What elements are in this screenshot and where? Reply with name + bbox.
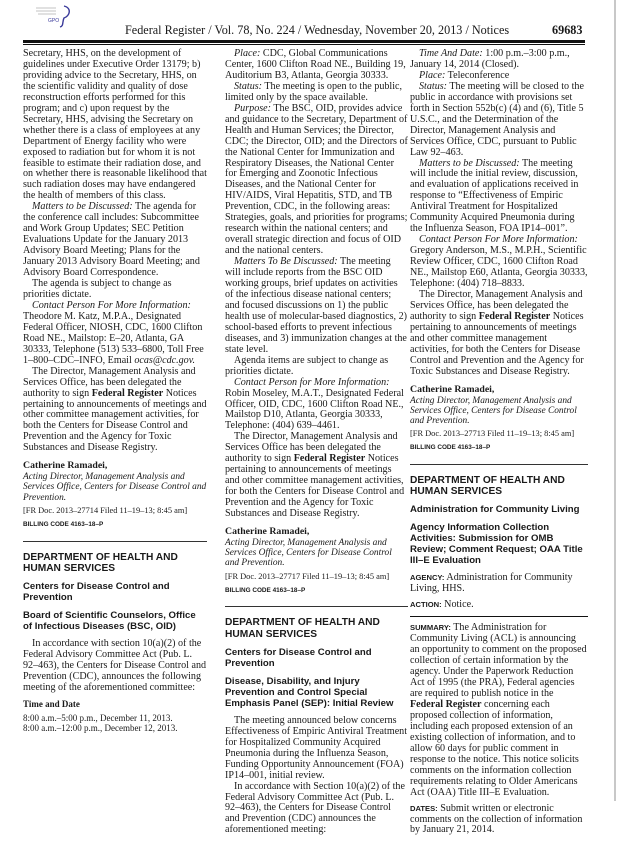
paragraph — [23, 301, 207, 367]
labeled-paragraph — [410, 623, 588, 798]
paragraph — [225, 82, 408, 104]
paragraph-text: CDC, Global Communications Center, 1600 Clifton Road NE., Building 19, Auditorium B3, Atlanta, Georgia 30333. — [225, 48, 406, 81]
paragraph-text: Secretary, HHS, on the development of guidelines under Executive Order 13179; b) providing advice to the Secretary, HHS, on the scientific validity and quality of dose reconstruction efforts performed for this program; and c) upon request by the Secretary, HHS, advising the Secretary on whether there is a class of employees at any Department of Energy facility who were exposed to radiation but for whom it is not feasible to estimate their radiation dose, and on whether there is reasonable likelihood that such radiation doses may have endangered the health of members of this class. — [23, 48, 207, 202]
labeled-paragraph — [410, 804, 588, 837]
paragraph-lead-in: Contact Person For More Information: — [419, 234, 578, 246]
signature-name: Catherine Ramadei, — [225, 525, 310, 537]
paragraph-text: The Director, Management Analysis and Services Office has been delegated the authority to sign — [225, 431, 398, 465]
running-header-title: Federal Register / Vol. 78, No. 224 / Wednesday, November 20, 2013 / Notices — [125, 23, 510, 37]
paragraph — [23, 367, 207, 455]
paragraph-lead-in: Status: — [419, 80, 448, 92]
paragraph-text: Robin Moseley, M.A.T., Designated Federal Officer, OID, CDC, 1600 Clifton Road NE., Mailstop D10, Atlanta, Georgia 30333, Telephone: (404) 639–4461. — [225, 387, 404, 432]
paragraph-text: Theodore M. Katz, M.P.A., Designated Federal Officer, NIOSH, CDC, 1600 Clifton Road NE., Mailstop: E–20, Atlanta, GA 30333, Telephone (513) 533–6800, Toll Free 1–800–CDC–INFO, Email — [23, 310, 204, 366]
signature-name: Catherine Ramadei, — [410, 383, 495, 395]
section-divider — [23, 541, 207, 542]
paragraph — [225, 356, 408, 378]
paragraph — [23, 49, 207, 202]
paragraph-text: 1:00 p.m.–3:00 p.m., January 14, 2014 (Closed). — [410, 48, 570, 70]
paragraph-lead-in: Matters to be Discussed: — [32, 201, 133, 213]
agency-heading: Centers for Disease Control and Prevention — [23, 581, 170, 604]
paragraph-lead-in: Time And Date: — [419, 48, 483, 59]
field-text: The Administration for Community Living (ACL) is announcing an opportunity to comment on the proposed collection of certain information by the agency. Under the Paperwork Reduction Act of 1995 (the PRA), Federal agencies are required to publish notice in the — [410, 622, 587, 700]
paragraph — [410, 290, 588, 378]
paragraph-text: Notices pertaining to announcements of meetings and other committee management activities, for both the Centers for Disease Control and Prevention and the Agency for Toxic Substances and Disease Registry. — [23, 387, 207, 454]
billing-code: BILLING CODE 4163–18–P — [23, 520, 104, 528]
signature-title: Acting Director, Management Analysis and Services Office, Centers for Disease Control and Prevention. — [23, 472, 207, 503]
paragraph-text: Teleconference — [445, 69, 510, 81]
paragraph-lead-in: Place: — [234, 48, 261, 59]
section-heading: Time and Date — [23, 698, 80, 709]
section-divider — [225, 606, 408, 607]
department-heading: DEPARTMENT OF HEALTH AND HUMAN SERVICES — [225, 617, 380, 640]
signature-name: Catherine Ramadei, — [23, 460, 108, 472]
field-label: AGENCY: — [410, 573, 445, 583]
date-line: 8:00 a.m.–12:00 p.m., December 12, 2013. — [23, 723, 178, 734]
federal-register-term: Federal Register — [478, 310, 551, 322]
document-subject: Agency Information Collection Activities: Submission for OMB Review; Comment Request; OAA Title III–E Evaluation — [410, 522, 583, 567]
paragraph-text: The meeting will be closed to the public in accordance with provisions set forth in Section 552b(c) (4) and (6), Title 5 U.S.C., and the Determination of the Director, Management Analysis and Services Office, CDC, pursuant to Public Law 92–463. — [410, 80, 584, 158]
signature-title: Acting Director, Management Analysis and Services Office, Centers for Disease Control and Prevention. — [410, 395, 577, 426]
agency-heading: Administration for Community Living — [410, 504, 580, 516]
billing-code: BILLING CODE 4163–18–P — [410, 444, 491, 452]
field-text: concerning each proposed collection of information, including each proposed extension of an existing collection of information, and to allow 60 days for public comment in response to the notice. This notice solicits comments on the information collection requirements relating to Older Americans Act (OAA) Title III–E Evaluation. — [410, 699, 579, 798]
field-text: Administration for Community Living, HHS. — [410, 572, 573, 595]
paragraph — [23, 202, 207, 279]
paragraph — [225, 257, 408, 356]
paragraph — [410, 49, 588, 71]
labeled-paragraph — [410, 573, 588, 595]
date-line: 8:00 a.m.–5:00 p.m., December 11, 2013. — [23, 712, 173, 723]
department-heading: DEPARTMENT OF HEALTH AND HUMAN SERVICES — [23, 551, 178, 574]
paragraph-text: The meeting is open to the public, limited only by the space available. — [225, 80, 403, 103]
header-rule-thin — [23, 44, 585, 45]
summary-divider — [410, 616, 588, 617]
header-rule — [23, 40, 585, 43]
paragraph-text: The meeting announced below concerns Effectiveness of Empiric Antiviral Treatment for Hospitalized Community Acquired Pneumonia during the Influenza Season, Funding Opportunity Announcement (FOA) IP14–001, initial review. — [225, 714, 408, 781]
svg-text:GPO: GPO — [48, 18, 60, 24]
document-subject: Disease, Disability, and Injury Prevention and Control Special Emphasis Panel (SEP): Initial Review — [225, 675, 394, 709]
paragraph-lead-in: Contact Person for More Information: — [234, 376, 390, 388]
federal-register-term: Federal Register — [410, 699, 482, 710]
paragraph — [410, 235, 588, 290]
paragraph-lead-in: Status: — [234, 80, 263, 92]
column-2 — [225, 49, 408, 836]
billing-code: BILLING CODE 4163–18–P — [225, 586, 306, 594]
department-heading: DEPARTMENT OF HEALTH AND HUMAN SERVICES — [410, 475, 565, 498]
fr-doc-line: [FR Doc. 2013–27717 Filed 11–19–13; 8:45 am] — [225, 571, 390, 581]
paragraph — [225, 782, 408, 837]
paragraph-text: In accordance with section 10(a)(2) of the Federal Advisory Committee Act (Pub. L. 92–463), the Centers for Disease Control and Prevention (CDC), announces the following meeting of the aforementioned committee: — [23, 638, 207, 693]
column-3 — [410, 49, 588, 841]
paragraph-text: The agenda is subject to change as priorities dictate. — [23, 278, 172, 300]
paragraph-text: Gregory Anderson, M.S., M.P.H., Scientific Review Officer, CDC, 1600 Clifton Road NE., Mailstop E60, Atlanta, Georgia 30333, Telephone: (404) 718–8833. — [410, 245, 588, 290]
page-number: 69683 — [552, 23, 583, 37]
labeled-paragraph — [410, 600, 588, 611]
paragraph-lead-in: Contact Person For More Information: — [32, 299, 191, 311]
paragraph-text: In accordance with Section 10(a)(2) of the Federal Advisory Committee Act (Pub. L. 92–463), the Centers for Disease Control and Prevention (CDC) announces the aforementioned meeting: — [225, 780, 405, 836]
federal-register-term: Federal Register — [91, 387, 164, 399]
paragraph — [225, 49, 408, 82]
paragraph-lead-in: ocas@cdc.gov. — [134, 354, 195, 366]
paragraph — [23, 639, 207, 694]
field-label: ACTION: — [410, 600, 442, 610]
paragraph — [225, 378, 408, 433]
paragraph-text: The BSC, OID, provides advice and guidance to the Secretary, Department of Health and Human Services; the Director, CDC; the Director, OID; and the Directors of the National Center for Immunization and Respiratory Diseases, the National Center for Emerging and Zoonotic Infectious Diseases, and the National Center for HIV/AIDS, Viral Hepatitis, STD, and TB Prevention, CDC, in the following areas: Strategies, goals, and priorities for programs; research within the national centers; and overall strategic direction and focus of OID and the national centers. — [225, 102, 408, 257]
paragraph-lead-in: Purpose: — [234, 102, 272, 114]
field-label: SUMMARY: — [410, 623, 451, 633]
column-1 — [23, 49, 207, 734]
paragraph-text: Notices pertaining to announcements of meetings and other committee management activities, for both the Centers for Disease Control and Prevention and the Agency for Toxic Substances and Disease Registry. — [410, 310, 584, 377]
paragraph — [410, 159, 588, 236]
signature-title: Acting Director, Management Analysis and Services Office, Centers for Disease Control and Prevention. — [225, 537, 392, 569]
paragraph-lead-in: Place: — [419, 69, 446, 81]
section-divider — [410, 464, 588, 465]
paragraph — [225, 716, 408, 782]
agency-heading: Centers for Disease Control and Prevention — [225, 646, 372, 669]
paragraph-text: Agenda items are subject to change as priorities dictate. — [225, 354, 389, 377]
paragraph-text: The meeting will include the initial review, discussion, and evaluation of applications received in response to “Effectiveness of Empiric Antiviral Treatment for Hospitalized Community Acquired Pneumonia during the Influenza Season, FOA IP14–001”. — [410, 157, 579, 235]
paragraph-text: The Director, Management Analysis and Services Office, has been delegated the authority to sign — [410, 288, 583, 322]
paragraph — [410, 82, 588, 159]
page-edge — [614, 0, 616, 801]
federal-register-term: Federal Register — [293, 453, 366, 465]
paragraph-text: The Director, Management Analysis and Services Office, has been delegated the authority to sign — [23, 365, 196, 399]
paragraph — [225, 104, 408, 257]
paragraph-text: The meeting will include reports from the BSC OID working groups, brief updates on activities of the infectious disease national centers; and focused discussions on 1) the public health use of molecular-based diagnostics, 2) school-based efforts to prevent infectious diseases, and 3) immunization changes at the state level. — [225, 256, 407, 355]
paragraph-text: The agenda for the conference call includes: Subcommittee and Work Group Updates; SEC Petition Evaluations Update for the January 2013 Advisory Board Meeting; Plans for the January 2013 Advisory Board Meeting; and Advisory Board Correspondence. — [23, 201, 200, 279]
paragraph — [225, 432, 408, 520]
paragraph-text: Notices pertaining to announcements of meetings and other committee management activities, for both the Centers for Disease Control and Prevention and the Agency for Toxic Substances and Disease Registry. — [225, 453, 405, 520]
paragraph-lead-in: Matters to be Discussed: — [419, 157, 520, 169]
fr-doc-line: [FR Doc. 2013–27714 Filed 11–19–13; 8:45 am] — [23, 505, 188, 515]
field-text: Submit written or electronic comments on the collection of information by January 21, 2014. — [410, 802, 583, 836]
paragraph — [23, 279, 207, 301]
fr-doc-line: [FR Doc. 2013–27713 Filed 11–19–13; 8:45 am] — [410, 429, 575, 439]
gpo-logo — [34, 4, 74, 28]
field-text: Notice. — [441, 599, 474, 611]
field-label: DATES: — [410, 803, 438, 813]
document-subject: Board of Scientific Counselors, Office of Infectious Diseases (BSC, OID) — [23, 610, 196, 633]
paragraph-lead-in: Matters To Be Discussed: — [234, 256, 338, 268]
